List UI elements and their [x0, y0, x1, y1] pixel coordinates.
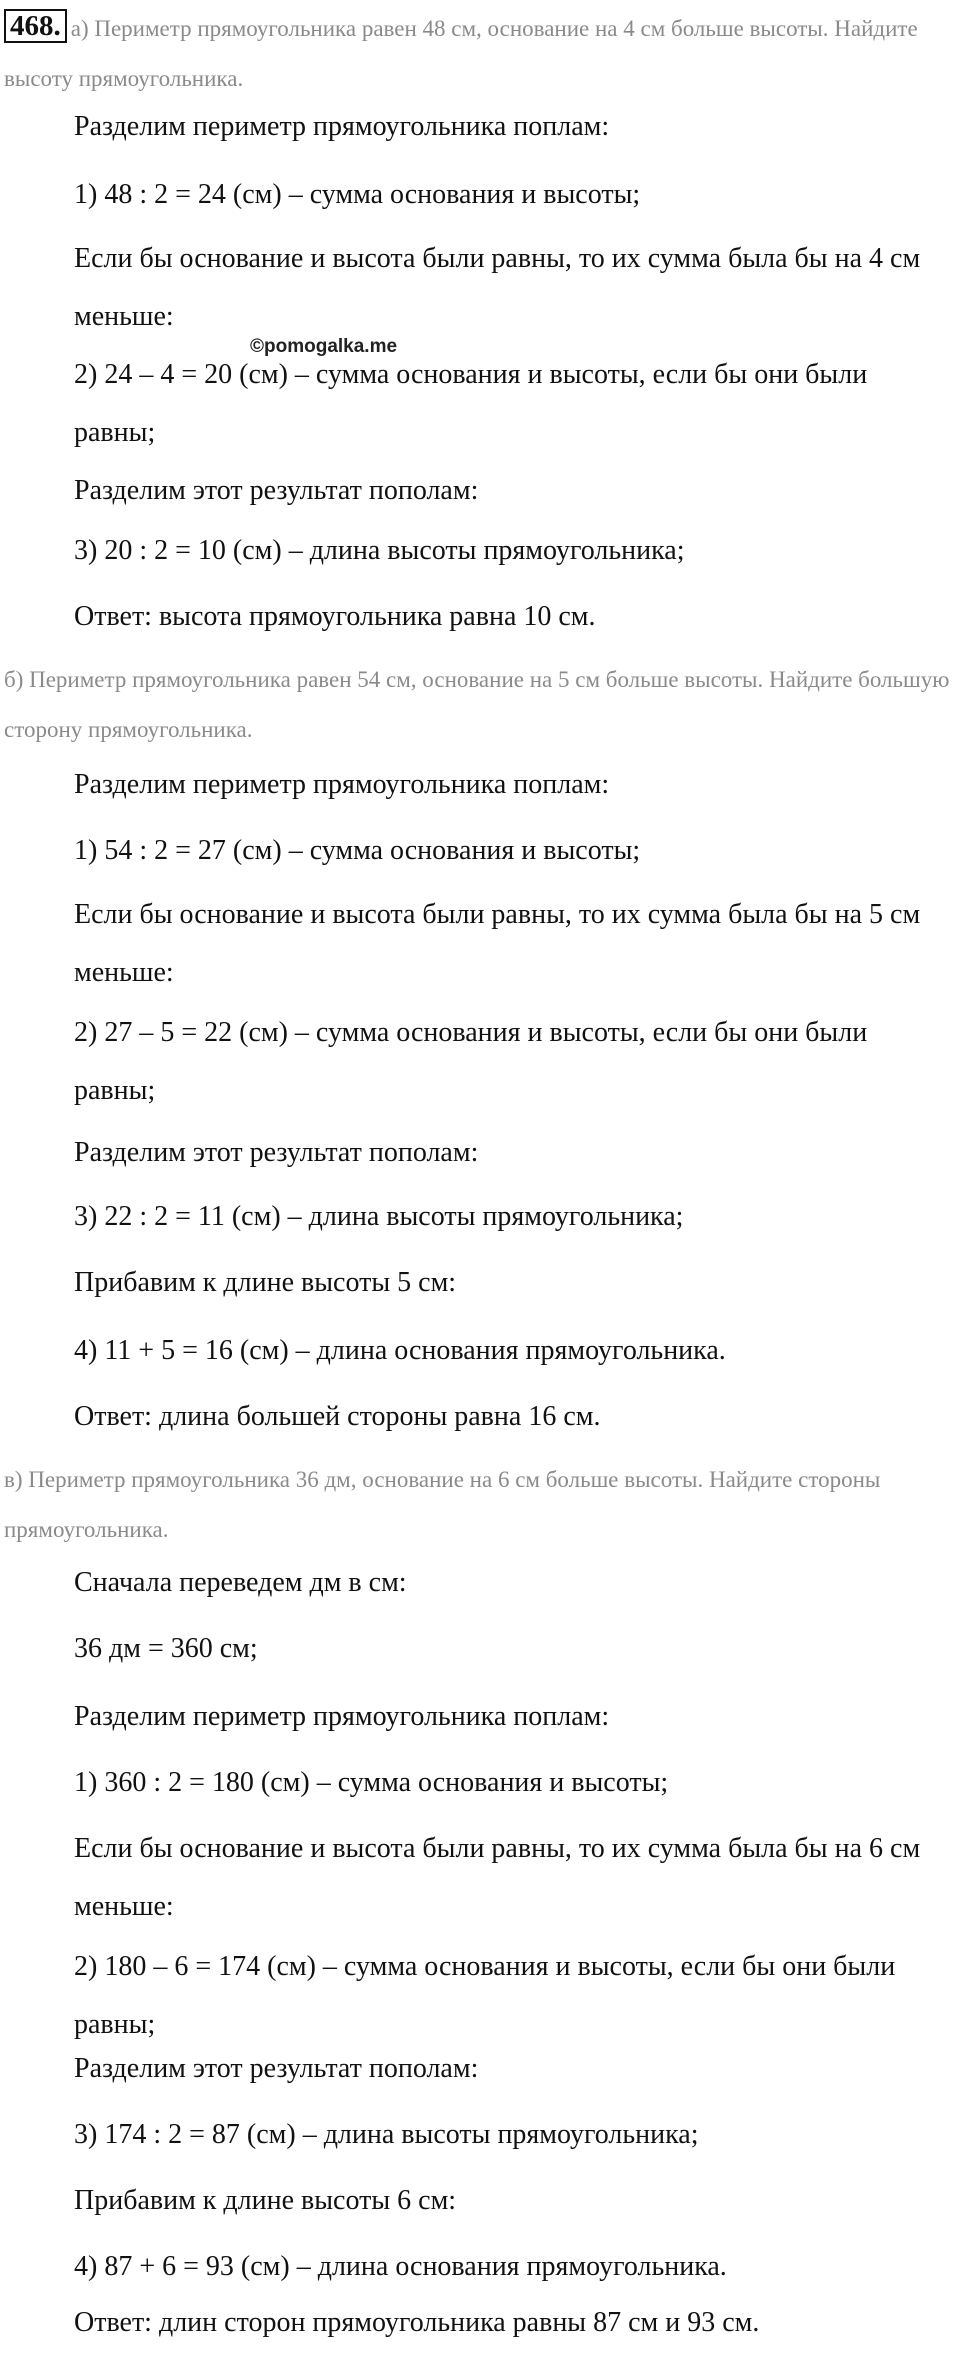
part-b-line-5: Разделим этот результат пополам:: [74, 1137, 479, 1168]
part-v-line-3: Разделим периметр прямоугольника поплам:: [74, 1701, 610, 1732]
part-a-line-6: 3) 20 : 2 = 10 (см) – длина высоты прямоугольника;: [74, 535, 685, 566]
watermark: ©pomogalka.me: [250, 336, 398, 357]
part-a-line-5: Разделим этот результат пополам:: [74, 475, 479, 506]
part-v-line-4: 1) 360 : 2 = 180 (см) – сумма основания и высоты;: [74, 1767, 669, 1798]
part-b-answer: Ответ: длина большей стороны равна 16 см.: [74, 1401, 601, 1432]
task-a-condition: [4, 4, 954, 104]
task-b-condition: б) Периметр прямоугольника равен 54 см, основание на 5 см больше высоты. Найдите большую сторону прямоугольника.: [4, 667, 950, 742]
part-v-answer: Ответ: длин сторон прямоугольника равны 87 см и 93 см.: [74, 2307, 760, 2338]
task-number: 468.: [4, 9, 67, 43]
part-b-line-4: 2) 27 – 5 = 22 (см) – сумма основания и высоты, если бы они были равны;: [74, 1017, 868, 1106]
part-v-line-2: 36 дм = 360 см;: [74, 1633, 258, 1664]
part-a-line-3: Если бы основание и высота были равны, то их сумма была бы на 4 см меньше:: [74, 243, 921, 332]
part-a-line-2: 1) 48 : 2 = 24 (см) – сумма основания и высоты;: [74, 179, 641, 210]
part-a-line-4: 2) 24 – 4 = 20 (см) – сумма основания и высоты, если бы они были равны;: [74, 359, 868, 448]
part-v-line-5: Если бы основание и высота были равны, то их сумма была бы на 6 см меньше:: [74, 1833, 921, 1922]
part-v-line-9: Прибавим к длине высоты 6 см:: [74, 2185, 457, 2216]
part-a-line-1: Разделим периметр прямоугольника поплам:: [74, 111, 610, 142]
part-v-line-1: Сначала переведем дм в см:: [74, 1567, 407, 1598]
part-b-line-7: Прибавим к длине высоты 5 см:: [74, 1267, 457, 1298]
part-v-line-6: 2) 180 – 6 = 174 (см) – сумма основания и высоты, если бы они были равны;: [74, 1951, 896, 2040]
part-b-line-6: 3) 22 : 2 = 11 (см) – длина высоты прямоугольника;: [74, 1201, 684, 1232]
task-v-condition: в) Периметр прямоугольника 36 дм, основание на 6 см больше высоты. Найдите стороны прямоугольника.: [4, 1467, 881, 1542]
part-b-line-2: 1) 54 : 2 = 27 (см) – сумма основания и высоты;: [74, 835, 641, 866]
part-v-line-10: 4) 87 + 6 = 93 (см) – длина основания прямоугольника.: [74, 2251, 727, 2282]
part-b-line-8: 4) 11 + 5 = 16 (см) – длина основания прямоугольника.: [74, 1335, 726, 1366]
part-a-answer: Ответ: высота прямоугольника равна 10 см.: [74, 601, 596, 632]
part-v-line-7: Разделим этот результат пополам:: [74, 2053, 479, 2084]
part-v-line-8: 3) 174 : 2 = 87 (см) – длина высоты прямоугольника;: [74, 2119, 699, 2150]
part-b-line-3: Если бы основание и высота были равны, то их сумма была бы на 5 см меньше:: [74, 899, 921, 988]
part-b-line-1: Разделим периметр прямоугольника поплам:: [74, 769, 610, 800]
task-a-condition-text: а) Периметр прямоугольника равен 48 см, основание на 4 см больше высоты. Найдите высоту прямоугольника.: [4, 16, 918, 91]
